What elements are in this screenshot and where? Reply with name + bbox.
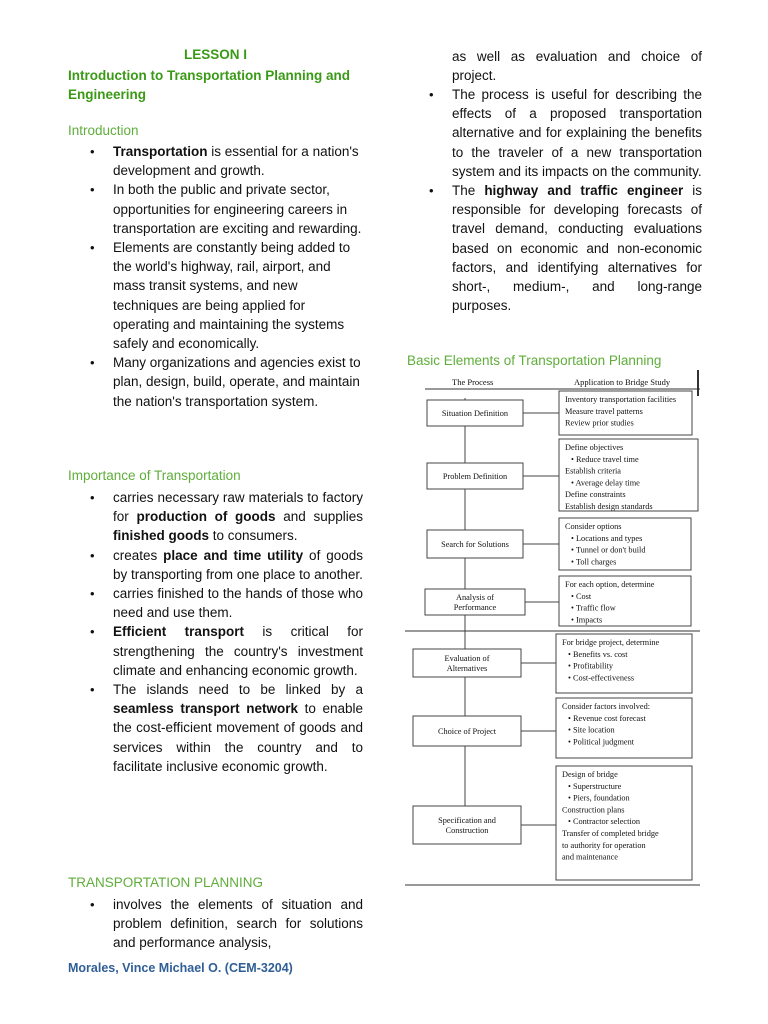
list-item: • carries finished to the hands of those who need and use them. <box>68 584 363 622</box>
list-item: • carries necessary raw materials to factory for production of goods and supplies finished goods to consumers. <box>68 488 363 546</box>
application-line: For each option, determine <box>565 580 655 589</box>
application-line: Review prior studies <box>565 418 634 428</box>
process-step-box <box>413 806 521 844</box>
process-step-label: Evaluation of <box>444 654 490 663</box>
section-heading-introduction: Introduction <box>68 123 139 138</box>
section-heading-basic-elements: Basic Elements of Transportation Planning <box>407 353 662 368</box>
planning-list <box>68 895 363 953</box>
application-line: • Impacts <box>571 615 603 625</box>
application-boxes <box>556 391 698 880</box>
process-step-label: Construction <box>445 826 489 835</box>
list-item: • In both the public and private sector, opportunities for engineering careers in transportation are exciting and rewarding. <box>68 180 363 238</box>
list-item: • The highway and traffic engineer is responsible for developing forecasts of travel demand, conducting evaluations based on economic and non-economic factors, and identifying alternatives for short-, medium-, and long-range purposes. <box>407 181 702 315</box>
lesson-label: LESSON I <box>183 47 247 62</box>
application-line: Consider options <box>565 522 622 531</box>
process-step-label: Search for Solutions <box>441 540 509 549</box>
process-step-label: Situation Definition <box>441 409 509 418</box>
process-step-label: Choice of Project <box>437 727 497 736</box>
page-title: Introduction to Transportation Planning and Engineering <box>68 68 350 102</box>
application-line: • Profitability <box>568 661 614 671</box>
application-line: • Toll charges <box>571 557 617 567</box>
introduction-list <box>68 142 363 411</box>
application-line: Define constraints <box>565 490 626 500</box>
application-line: Establish design standards <box>565 502 653 511</box>
list-item: • The process is useful for describing the effects of a proposed transportation alternative and for explaining the benefits to the traveler of a new transportation system and its impacts on the community. <box>407 85 702 181</box>
application-line: • Piers, foundation <box>568 793 630 803</box>
importance-list <box>68 488 363 776</box>
application-line: • Average delay time <box>571 478 640 488</box>
diagram-col-process: The Process <box>452 377 494 387</box>
application-line: • Cost <box>571 591 592 601</box>
application-line: Establish criteria <box>565 466 621 476</box>
planning-list-2 <box>407 85 702 315</box>
process-step-label: Analysis of <box>455 593 495 602</box>
application-line: Measure travel patterns <box>565 406 643 416</box>
process-step-label: Specification and <box>438 816 496 825</box>
planning-process-diagram <box>405 368 700 888</box>
process-step-label: Performance <box>453 603 497 612</box>
application-line: • Locations and types <box>571 533 643 543</box>
application-line: • Cost-effectiveness <box>568 673 635 683</box>
process-step-label: Problem Definition <box>442 472 508 481</box>
list-item: • Many organizations and agencies exist to plan, design, build, operate, and maintain the nation's transportation system. <box>68 353 363 411</box>
application-line: For bridge project, determine <box>562 638 660 647</box>
list-item: • Efficient transport is critical for strengthening the country's investment climate and enhancing economic growth. <box>68 622 363 680</box>
application-line: and maintenance <box>562 852 618 862</box>
application-line: Consider factors involved: <box>562 702 651 711</box>
application-line: • Benefits vs. cost <box>568 649 628 659</box>
application-line: Construction plans <box>562 805 625 815</box>
application-line: Transfer of completed bridge <box>562 829 659 838</box>
list-item-continued: as well as evaluation and choice of project. <box>452 49 702 84</box>
application-line: • Reduce travel time <box>571 454 639 464</box>
application-line: • Site location <box>568 725 615 735</box>
application-line: • Contractor selection <box>568 817 641 827</box>
planning-list-continued <box>407 47 702 85</box>
application-line: • Tunnel or don't build <box>571 545 646 555</box>
section-heading-planning: TRANSPORTATION PLANNING <box>68 875 264 890</box>
list-item: • creates place and time utility of goods by transporting from one place to another. <box>68 546 363 584</box>
author-footer: Morales, Vince Michael O. (CEM-3204) <box>68 961 293 975</box>
application-line: • Traffic flow <box>571 603 616 613</box>
list-item: • Transportation is essential for a nation's development and growth. <box>68 142 363 180</box>
application-line: • Political judgment <box>568 737 635 747</box>
section-heading-importance: Importance of Transportation <box>68 468 241 483</box>
list-item: • involves the elements of situation and problem definition, search for solutions and performance analysis, <box>68 895 363 953</box>
process-step-label: Alternatives <box>446 664 488 673</box>
process-steps <box>413 400 559 844</box>
application-line: Design of bridge <box>562 770 618 779</box>
application-line: • Revenue cost forecast <box>568 713 646 723</box>
application-line: Define objectives <box>565 443 624 452</box>
application-line: Inventory transportation facilities <box>565 395 677 404</box>
diagram-col-application: Application to Bridge Study <box>574 377 671 387</box>
list-item: • The islands need to be linked by a seamless transport network to enable the cost-efficient movement of goods and services within the country and to facilitate inclusive economic growth. <box>68 680 363 776</box>
list-item: • Elements are constantly being added to the world's highway, rail, airport, and mass transit systems, and new techniques are being applied for operating and maintaining the systems safely and economically. <box>68 238 363 353</box>
application-line: • Superstructure <box>568 781 622 791</box>
application-line: to authority for operation <box>562 840 646 850</box>
